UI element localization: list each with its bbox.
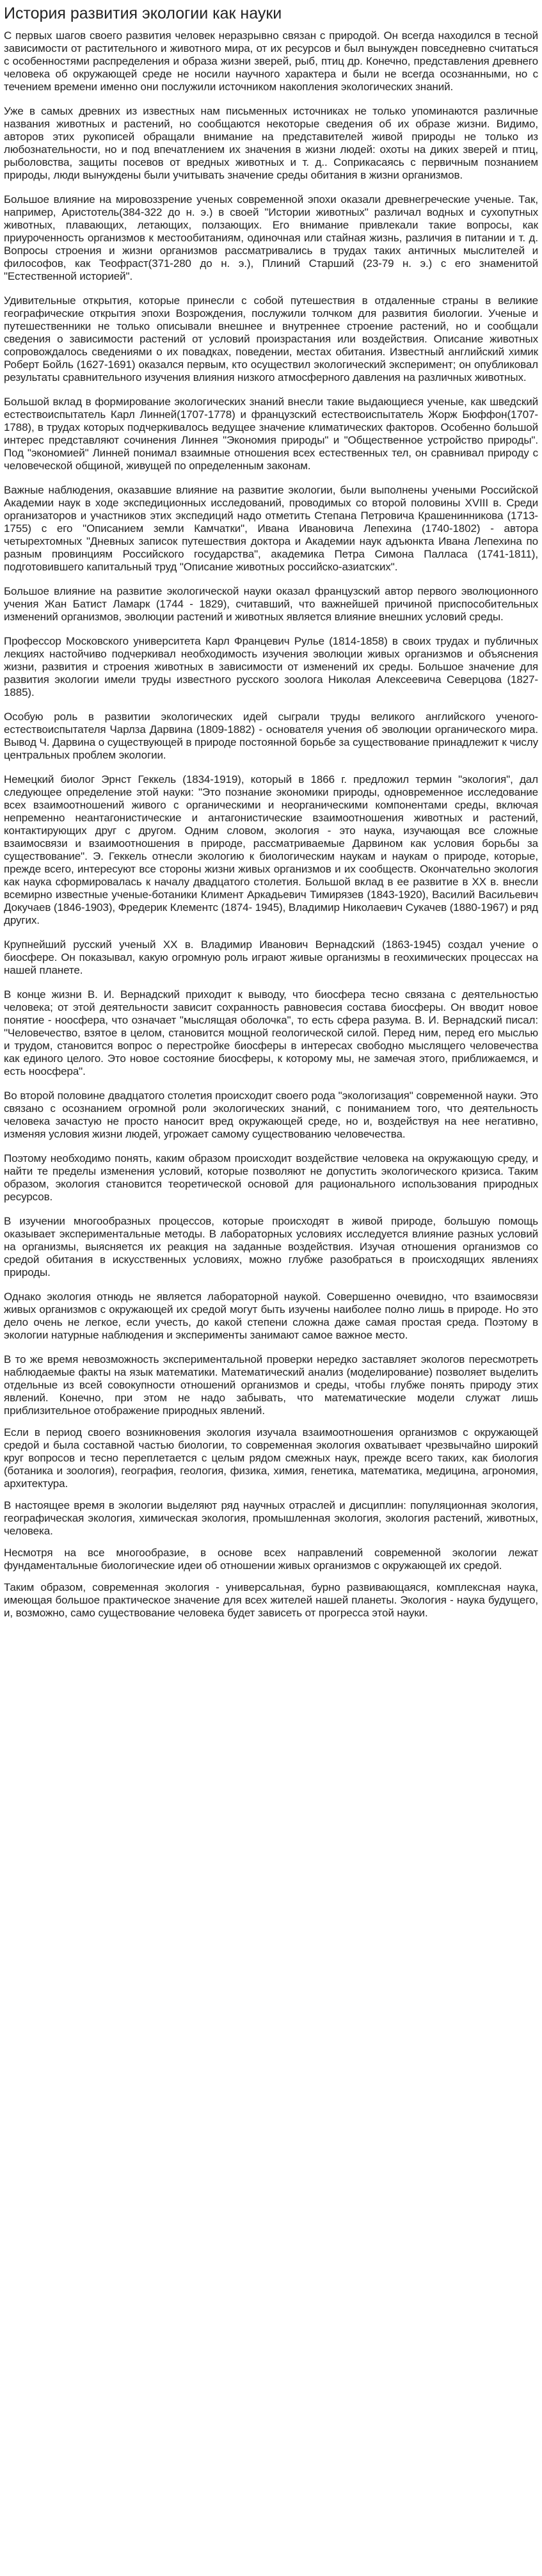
paragraph-13: Во второй половине двадцатого столетия происходит своего рода "экологизация" современной науки. Это связано с осознанием огромной роли экологических знаний, с пониманием того, что деятельность человека зачастую не просто наносит вред окружающей среде, но и, воздействуя на нее негативно, изменяя условия жизни людей, угрожает самому существованию человечества. <box>4 1090 538 1140</box>
paragraph-21: Таким образом, современная экология - универсальная, бурно развивающаяся, комплексная наука, имеющая большое практическое значение для всех жителей нашей планеты. Экология - наука будущего, и, возможно, само существование человека будет зависеть от прогресса этой науки. <box>4 1581 538 1619</box>
article-body <box>4 29 538 1620</box>
paragraph-20: Несмотря на все многообразие, в основе всех направлений современной экологии лежат фундаментальные биологические идеи об отношении живых организмов с окружающей их средой. <box>4 1547 538 1572</box>
paragraph-19: В настоящее время в экологии выделяют ряд научных отраслей и дисциплин: популяционная экология, географическая экология, химическая экология, промышленная экология, экология растений, животных, человека. <box>4 1499 538 1537</box>
paragraph-16: Однако экология отнюдь не является лабораторной наукой. Совершенно очевидно, что взаимосвязи живых организмов с окружающей их средой могут быть изучены наиболее полно лишь в природе. Но это дело очень не легкое, если учесть, до какой степени сложна даже самая простая среда. Поэтому в экологии натурные наблюдения и эксперименты занимают самое важное место. <box>4 1291 538 1341</box>
page-title: История развития экологии как науки <box>4 4 282 22</box>
paragraph-9: Особую роль в развитии экологических идей сыграли труды великого английского ученого-естествоиспытателя Чарлза Дарвина (1809-1882) - основателя учения об эволюции органического мира. Вывод Ч. Дарвина о существующей в природе постоянной борьбе за существование принадлежит к числу центральных проблем экологии. <box>4 711 538 761</box>
paragraph-7: Большое влияние на развитие экологической науки оказал французский автор первого эволюционного учения Жан Батист Ламарк (1744 - 1829), считавший, что важнейшей причиной приспособительных изменений организмов, эволюции растений и животных является влияние внешних условий среды. <box>4 585 538 623</box>
paragraph-14: Поэтому необходимо понять, каким образом происходит воздействие человека на окружающую среду, и найти те пределы изменения условий, которые позволяют не допустить экологического кризиса. Таким образом, экология становится теоретической основой для рационального использования природных ресурсов. <box>4 1152 538 1203</box>
paragraph-11: Крупнейший русский ученый XX в. Владимир Иванович Вернадский (1863-1945) создал учение о биосфере. Он показывал, какую огромную роль играют живые организмы в геохимических процессах на нашей планете. <box>4 938 538 976</box>
paragraph-17: В то же время невозможность экспериментальной проверки нередко заставляет экологов пересмотреть наблюдаемые факты на язык математики. Математический анализ (моделирование) позволяет выделить отдельные из всей совокупности отношений организмов и среды, чтобы глубже понять природу этих явлений. Конечно, при этом не надо забывать, что математические модели служат лишь приблизительное отображение природных явлений. <box>4 1353 538 1417</box>
paragraph-3: Большое влияние на мировоззрение ученых современной эпохи оказали древнегреческие ученые. Так, например, Аристотель(384-322 до н. э.) в своей "Истории животных" различал водных и сухопутных животных, плавающих, летающих, ползающих. Его внимание привлекали такие вопросы, как приуроченность организмов к местообитаниям, одиночная или стайная жизнь, различия в питании и т. д. Вопросы строения и жизни организмов рассматривались в трудах таких античных мыслителей и философов, как Теофраст(371-280 до н. э.), Плиний Старший (23-79 н. э.) с его знаменитой "Естественной историей". <box>4 193 538 282</box>
paragraph-10: Немецкий биолог Эрнст Геккель (1834-1919), который в 1866 г. предложил термин "экология", дал следующее определение этой науки: "Это познание экономики природы, одновременное исследование всех взаимоотношений живого с органическими и неорганическими компонентами среды, включая непременно неантагонистические и антагонистические взаимоотношения животных и растений, контактирующих друг с другом. Одним словом, экология - это наука, изучающая все сложные взаимосвязи и взаимоотношения в природе, рассматриваемые Дарвином как условия борьбы за существование". Э. Геккель отнесли экологию к биологическим наукам и наукам о природе, которые, прежде всего, интересуют все стороны жизни живых организмов и их сообществ. Окончательно экология как наука сформировалась к началу двадцатого столетия. Большой вклад в ее развитие в XX в. внесли всемирно известные ученые-ботаники Климент Аркадьевич Тимирязев (1843-1920), Василий Васильевич Докучаев (1846-1903), Фредерик Клементс (1874- 1945), Владимир Николаевич Сукачев (1880-1967) и ряд других. <box>4 773 538 926</box>
paragraph-1: С первых шагов своего развития человек неразрывно связан с природой. Он всегда находился в тесной зависимости от растительного и животного мира, от их ресурсов и был вынужден повседневно считаться с особенностями распределения и образа жизни зверей, рыб, птиц др. Конечно, представления древнего человека об окружающей среде не носили научного характера и были не всегда осознанными, но с течением времени именно они послужили источником накопления экологических знаний. <box>4 29 538 93</box>
paragraph-4: Удивительные открытия, которые принесли с собой путешествия в отдаленные страны в великие географические открытия эпохи Возрождения, послужили толчком для развития биологии. Ученые и путешественники не только описывали внешнее и внутреннее строение растений, но и сообщали сведения о зависимости растений от условий произрастания или воздействия. Описание животных сопровождалось сведениями о их повадках, поведении, местах обитания. Известный английский химик Роберт Бойль (1627-1691) оказался первым, кто осуществил экологический эксперимент; он опубликовал результаты сравнительного изучения влияния низкого атмосферного давления на различных животных. <box>4 294 538 383</box>
paragraph-18: Если в период своего возникновения экология изучала взаимоотношения организмов с окружающей средой и была составной частью биологии, то современная экология охватывает чрезвычайно широкий круг вопросов и тесно переплетается с целым рядом смежных наук, прежде всего таких, как биология (ботаника и зоология), география, геология, физика, химия, генетика, математика, медицина, агрономия, архитектура. <box>4 1426 538 1490</box>
paragraph-8: Профессор Московского университета Карл Францевич Рулье (1814-1858) в своих трудах и публичных лекциях настойчиво подчеркивал необходимость изучения эволюции живых организмов и объяснения жизни, развития и строения животных в зависимости от изменений их среды. Большое значение для развития экологии имели труды известного русского зоолога Николая Алексеевича Северцова (1827-1885). <box>4 635 538 698</box>
paragraph-12: В конце жизни В. И. Вернадский приходит к выводу, что биосфера тесно связана с деятельностью человека; от этой деятельности зависит сохранность равновесия состава биосферы. Он вводит новое понятие - ноосфера, что означает "мыслящая оболочка", то есть сфера разума. В. И. Вернадский писал: "Человечество, взятое в целом, становится мощной геологической силой. Перед ним, перед его мыслью и трудом, становится вопрос о перестройке биосферы в интересах свободно мыслящего человечества как единого целого. Это новое состояние биосферы, к которому мы, не замечая этого, приближаемся, и есть ноосфера". <box>4 988 538 1077</box>
paragraph-6: Важные наблюдения, оказавшие влияние на развитие экологии, были выполнены учеными Российской Академии наук в ходе экспедиционных исследований, проводимых со второй половины XVIII в. Среди организаторов и участников этих экспедиций надо отметить Степана Петровича Крашенинникова (1713-1755) с его "Описанием земли Камчатки", Ивана Ивановича Лепехина (1740-1802) - автора четырехтомных "Дневных записок путешествия доктора и Академии наук адъюнкта Ивана Лепехина по разным провинциям Российского государства", академика Петра Симона Палласа (1741-1811), подготовившего капитальный труд "Описание животных российско-азиатских". <box>4 484 538 573</box>
paragraph-15: В изучении многообразных процессов, которые происходят в живой природе, большую помощь оказывает экспериментальные методы. В лабораторных условиях исследуется влияние разных условий на организмы, выясняется их реакция на заданные воздействия. Изучая отношения организмов со средой обитания в искусственных условиях, можно глубже разобраться в происходящих явлениях природы. <box>4 1215 538 1278</box>
paragraph-5: Большой вклад в формирование экологических знаний внесли такие выдающиеся ученые, как шведский естествоиспытатель Карл Линней(1707-1778) и французский естествоиспытатель Жорж Бюффон(1707-1788), в трудах которых подчеркивалось ведущее значение климатических факторов. Особенно большой интерес представляют сочинения Линнея "Экономия природы" и "Общественное устройство природы". Под "экономией" Линней понимал взаимные отношения всех естественных тел, он сравнивал природу с человеческой общиной, живущей по определенным законам. <box>4 396 538 472</box>
paragraph-2: Уже в самых древних из известных нам письменных источниках не только упоминаются различные названия животных и растений, но сообщаются некоторые сведения об их образе жизни. Видимо, авторов этих рукописей обращали внимание на представителей живой природы не только из любознательности, но и под впечатлением их значения в жизни людей: охоты на диких зверей и птиц, рыболовства, защиты посевов от вредных животных и т. д.. Соприкасаясь с первичным познанием природы, люди вынуждены были учитывать значение среды обитания в жизни организмов. <box>4 105 538 181</box>
